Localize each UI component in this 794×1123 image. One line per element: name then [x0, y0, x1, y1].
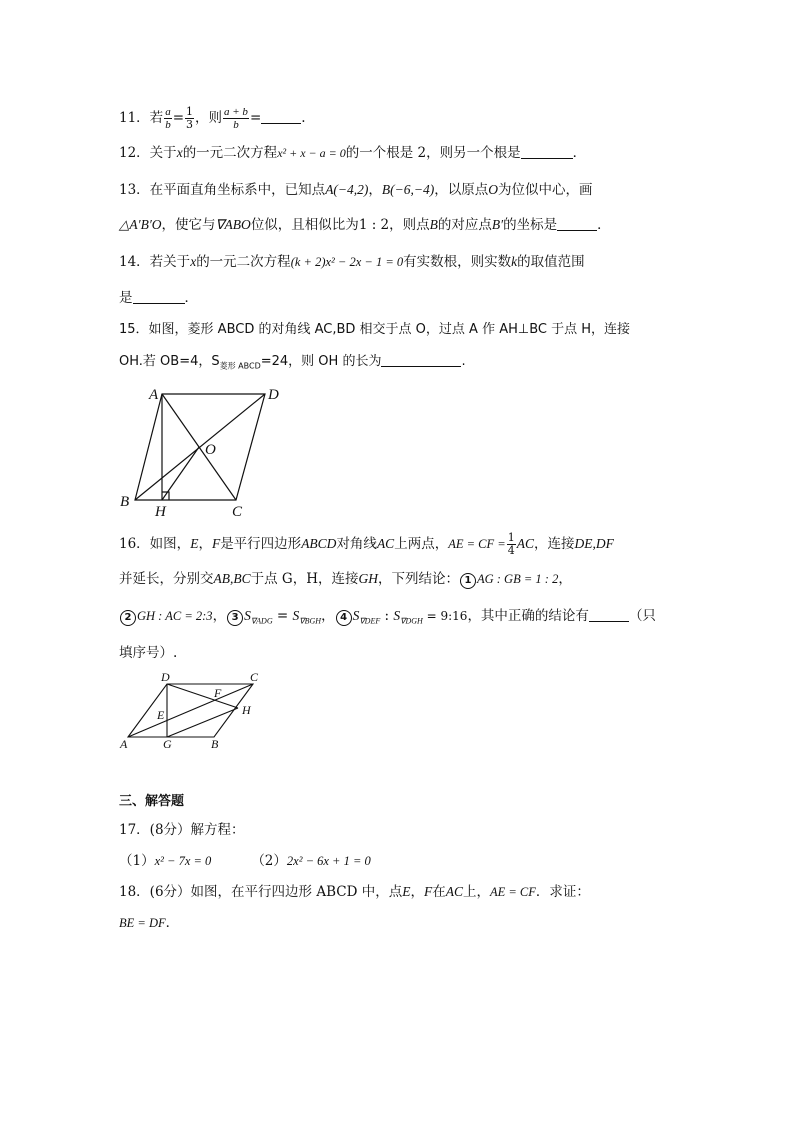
label-b: B [120, 494, 130, 510]
question-15-line2: OH.若 OB=4，$S_{菱形 ABCD}=24$，则 OH 的长为 . [119, 354, 466, 371]
question-16-line1: 16．如图，E，F是平行四边形ABCD对角线AC上两点，AE = CF = $\frac{1}{4}$ AC，连接DE,DF [119, 531, 614, 557]
question-13-line2: △A′B′O，使它与∇ABO位似，且相似比为1 : 2，则点B的对应点B′的坐标是 ． [119, 217, 611, 233]
parallelogram-diagram [118, 668, 278, 753]
fraction-one-quarter: $\frac{1}{4}$ [507, 531, 515, 557]
label-h: H [155, 504, 166, 520]
question-17-title: 17．(8分）解方程： [119, 822, 245, 838]
fraction-a-over-b: $\frac{a}{b}$ [165, 106, 171, 131]
circled-2-icon: 2 [120, 610, 136, 626]
answer-blank[interactable] [557, 216, 597, 231]
question-17-parts: （1）x² − 7x = 0 （2）2x² − 6x + 1 = 0 [119, 853, 371, 869]
answer-blank[interactable] [589, 607, 629, 622]
question-15-line1: 15．如图，菱形 ABCD 的对角线 AC,BD 相交于点 O，过点 A 作 AH⊥BC 于点 H，连接 [119, 322, 630, 337]
label-a: A [149, 387, 159, 403]
question-14-line1: 14．若关于x的一元二次方程(k + 2)x² − 2x − 1 = 0有实数根，则实数k的取值范围 [119, 254, 585, 270]
circled-1-icon: 1 [460, 573, 476, 589]
question-16-line2: 并延长，分别交AB,BC于点 G，H，连接GH，下列结论： 1 AG : GB = 1 : 2， [119, 571, 572, 587]
question-16-line4: 填序号）. [119, 645, 178, 661]
question-14-line2: 是 ． [119, 290, 198, 306]
section-title: 三、解答题 [119, 794, 185, 809]
question-18-line1: 18．(6分）如图，在平行四边形 ABCD 中，点E，F在AC上，AE = CF．求证： [119, 884, 590, 900]
label-d: D [268, 387, 279, 403]
rhombus-diagram [115, 382, 295, 522]
fraction-one-third: $\frac{1}{3}$ [186, 105, 193, 131]
label-a: A [120, 737, 128, 751]
answer-blank[interactable] [381, 352, 461, 367]
answer-blank[interactable] [133, 289, 185, 304]
label-c: C [250, 670, 259, 684]
question-13-line1: 13．在平面直角坐标系中，已知点A(−4,2)，B(−6,−4)，以原点O为位似中心，画 [119, 182, 593, 198]
question-11: 11．若 $\frac{a}{b}$ = $\frac{1}{3}$ ，则 $\frac{a + b}{b}$ = . [119, 105, 306, 131]
diagonal-bd [135, 394, 265, 500]
circled-4-icon: 4 [336, 610, 352, 626]
label-f: F [214, 686, 222, 700]
fraction-a-plus-b-over-b: $\frac{a + b}{b}$ [224, 106, 248, 131]
question-18-line2: BE = DF． [119, 915, 180, 931]
label-d: D [161, 670, 170, 684]
answer-blank[interactable] [261, 109, 301, 124]
segment-dh [167, 684, 238, 708]
question-12: 12．关于x的一元二次方程x² + x − a = 0的一个根是 2，则另一个根是 ． [119, 145, 587, 161]
label-g: G [163, 737, 172, 751]
label-o: O [205, 442, 216, 458]
label-e: E [157, 708, 165, 722]
answer-blank[interactable] [521, 144, 573, 159]
segment-gh [167, 708, 238, 737]
label-c: C [232, 504, 243, 520]
label-b: B [211, 737, 219, 751]
circled-3-icon: 3 [227, 610, 243, 626]
label-h: H [242, 703, 251, 717]
question-16-line3: 2 GH : AC = 2:3， 3 $S_{\nabla ADG} = S_{\nabla BGH}$， 4 $S_{\nabla DEF}$ : $S_{\nabla DGH}$ = 9:16，其中正确的结论有 （只 [119, 606, 656, 632]
